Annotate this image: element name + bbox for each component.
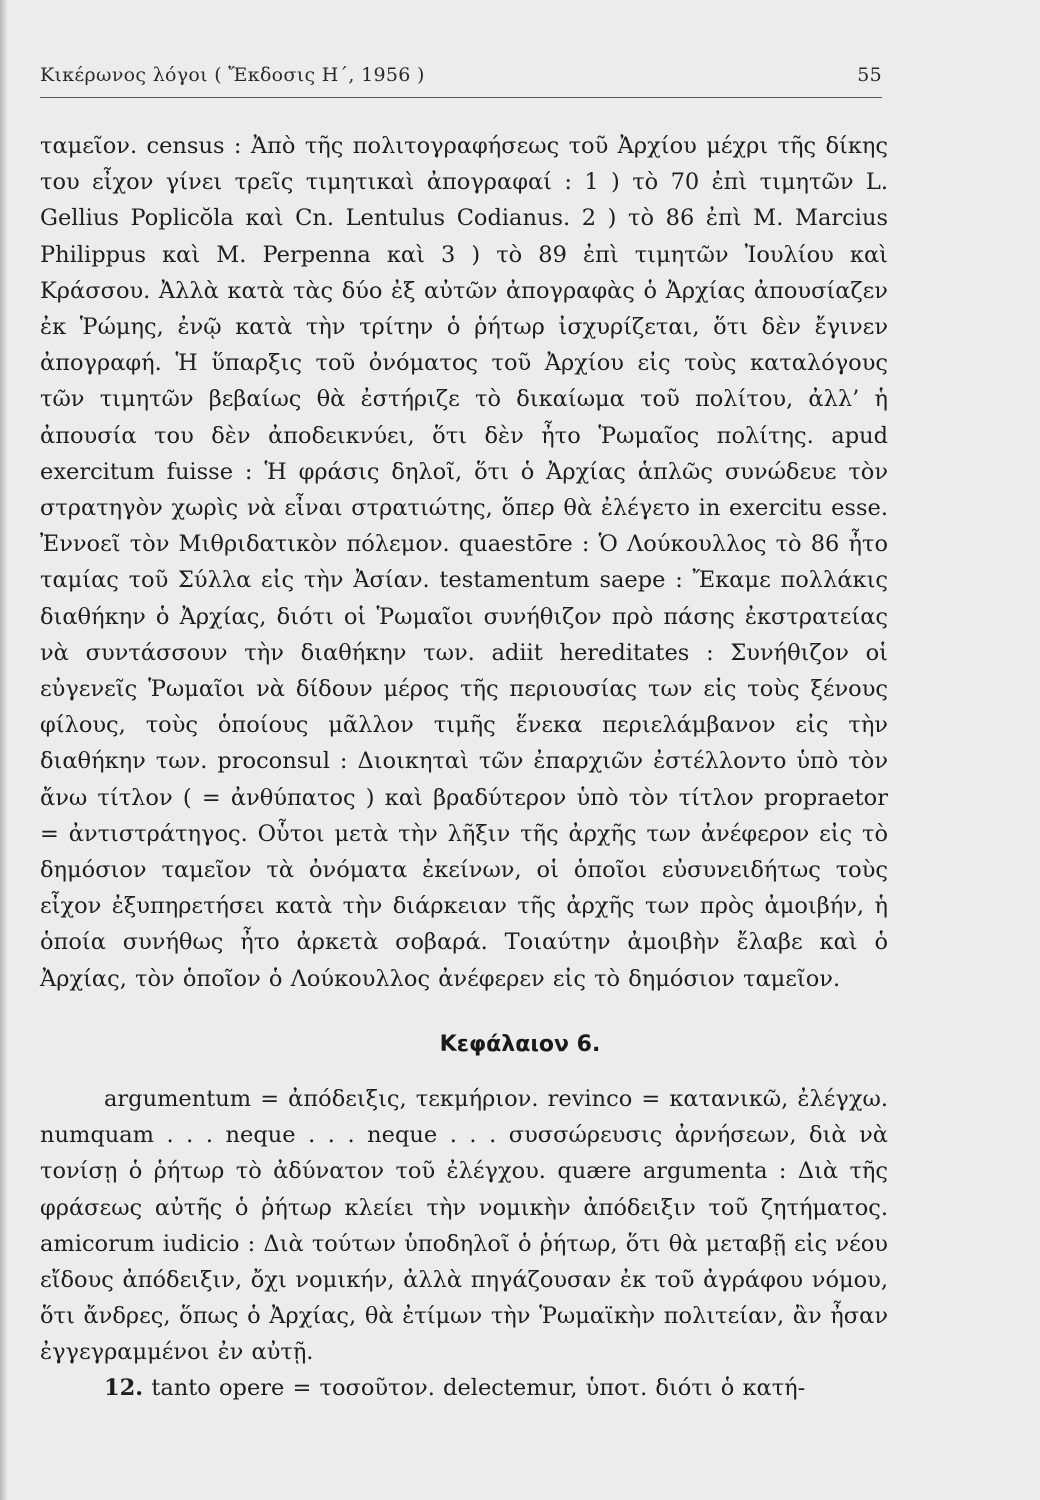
chapter-heading: Κεφάλαιον 6.	[439, 1032, 601, 1057]
header-rule	[40, 97, 882, 98]
section-number: 12.	[104, 1375, 144, 1401]
commentary-paragraph-3	[40, 1370, 888, 1406]
commentary-paragraph-2: argumentum = ἀπόδειξις, τεκμήριον. revinco = κατανικῶ, ἐλέγχω. numquam . . . neque . . . neque . . . συσσώρευσις ἀρνήσεων, διὰ νὰ τονίσῃ ὁ ῥήτωρ τὸ ἀδύνατον τοῦ ἐλέγχου. quære argumenta : Διὰ τῆς φράσεως αὐτῆς ὁ ῥήτωρ κλείει τὴν νομικὴν ἀπόδειξιν τοῦ ζητήματος. amicorum iudicio : Διὰ τούτων ὑποδηλοῖ ὁ ῥήτωρ, ὅτι θὰ μεταβῇ εἰς νέου εἴδους ἀπόδειξιν, ὄχι νομικήν, ἀλλὰ πηγάζουσαν ἐκ τοῦ ἀγράφου νόμου, ὅτι ἄνδρες, ὅπως ὁ Ἀρχίας, θὰ ἐτίμων τὴν Ῥωμαϊκὴν πολιτείαν, ἂν ἦσαν ἐγγεγραμμένοι ἐν αὐτῇ.	[40, 1086, 888, 1366]
page-number: 55	[857, 64, 882, 86]
section-12-text: tanto opere = τοσοῦτον. delectemur, ὑποτ. διότι ὁ κατή-	[151, 1375, 806, 1401]
running-title: Κικέρωνος λόγοι ( Ἔκδοσις Η΄, 1956 )	[40, 64, 425, 86]
running-header	[40, 64, 882, 92]
page-edge-shadow	[0, 0, 7, 1500]
commentary-paragraph-1: ταμεῖον. census : Ἀπὸ τῆς πολιτογραφήσεως τοῦ Ἀρχίου μέχρι τῆς δίκης του εἶχον γίνει τρεῖς τιμητικαὶ ἀπογραφαί : 1 ) τὸ 70 ἐπὶ τιμητῶν L. Gellius Poplicŏla καὶ Cn. Lentulus Codianus. 2 ) τὸ 86 ἐπὶ M. Marcius Philippus καὶ M. Perpenna καὶ 3 ) τὸ 89 ἐπὶ τιμητῶν Ἰουλίου καὶ Κράσσου. Ἀλλὰ κατὰ τὰς δύο ἐξ αὐτῶν ἀπογραφὰς ὁ Ἀρχίας ἀπουσίαζεν ἐκ Ῥώμης, ἐνῷ κατὰ τὴν τρίτην ὁ ῥήτωρ ἰσχυρίζεται, ὅτι δὲν ἔγινεν ἀπογραφή. Ἡ ὕπαρξις τοῦ ὀνόματος τοῦ Ἀρχίου εἰς τοὺς καταλόγους τῶν τιμητῶν βεβαίως θὰ ἐστήριζε τὸ δικαίωμα τοῦ πολίτου, ἀλλ’ ἡ ἀπουσία του δὲν ἀποδεικνύει, ὅτι δὲν ἦτο Ῥωμαῖος πολίτης. apud exercitum fuisse : Ἡ φράσις δηλοῖ, ὅτι ὁ Ἀρχίας ἁπλῶς συνώδευε τὸν στρατηγὸν χωρὶς νὰ εἶναι στρατιώτης, ὅπερ θὰ ἐλέγετο in exercitu esse. Ἐννοεῖ τὸν Μιθριδατικὸν πόλεμον. quaestōre : Ὁ Λούκουλλος τὸ 86 ἦτο ταμίας τοῦ Σύλλα εἰς τὴν Ἀσίαν. testamentum saepe : Ἔκαμε πολλάκις διαθήκην ὁ Ἀρχίας, διότι οἱ Ῥωμαῖοι συνήθιζον πρὸ πάσης ἐκστρατείας νὰ συντάσσουν τὴν διαθήκην των. adiit hereditates : Συνήθιζον οἱ εὐγενεῖς Ῥωμαῖοι νὰ δίδουν μέρος τῆς περιουσίας των εἰς τοὺς ξένους φίλους, τοὺς ὁποίους μᾶλλον τιμῆς ἕνεκα περιελάμβανον εἰς τὴν διαθήκην των. proconsul : Διοικηταὶ τῶν ἐπαρχιῶν ἐστέλλοντο ὑπὸ τὸν ἄνω τίτλον ( = ἀνθύπατος ) καὶ βραδύτερον ὑπὸ τὸν τίτλον propraetor = ἀντιστράτηγος. Οὗτοι μετὰ τὴν λῆξιν τῆς ἀρχῆς των ἀνέφερον εἰς τὸ δημόσιον ταμεῖον τὰ ὀνόματα ἐκείνων, οἱ ὁποῖοι εὐσυνειδήτως τοὺς εἶχον ἐξυπηρετήσει κατὰ τὴν διάρκειαν τῆς ἀρχῆς των πρὸς ἀμοιβήν, ἡ ὁποία συνήθως ἦτο ἀρκετὰ σοβαρά. Τοιαύτην ἀμοιβὴν ἔλαβε καὶ ὁ Ἀρχίας, τὸν ὁποῖον ὁ Λούκουλλος ἀνέφερεν εἰς τὸ δημόσιον ταμεῖον.	[40, 133, 888, 992]
